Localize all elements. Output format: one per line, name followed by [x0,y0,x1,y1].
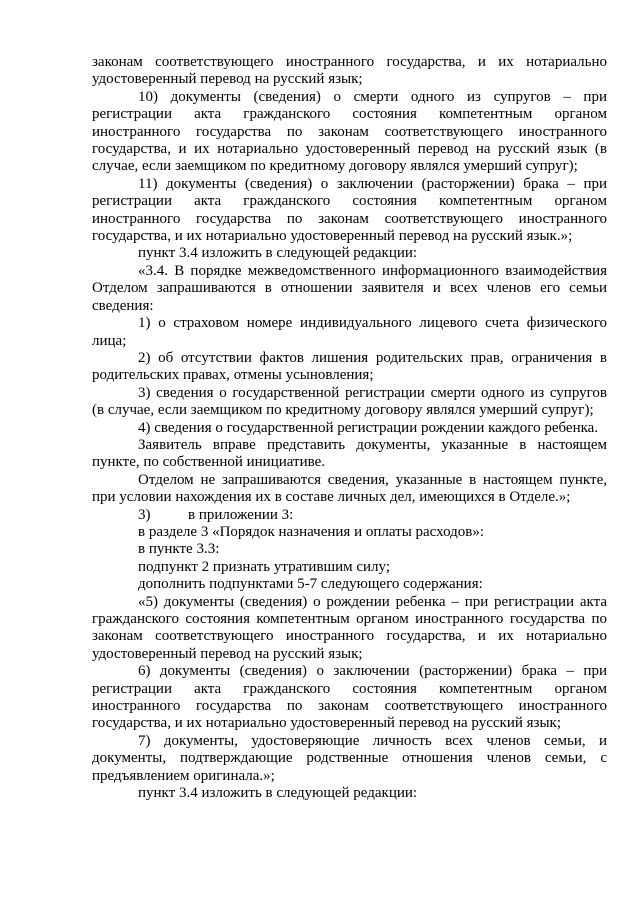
paragraph: 3) сведения о государственной регистрации смерти одного из супругов (в случае, если заемщиком по кредитному договору являлся умерший супруг); [92,384,607,419]
paragraph: дополнить подпунктами 5-7 следующего содержания: [138,576,483,593]
paragraph: законам соответствующего иностранного государства, и их нотариально удостоверенный перевод на русский язык; [92,54,607,88]
paragraph: 11) документы (сведения) о заключении (расторжении) брака – при регистрации акта гражданского состояния компетентным органом иностранного государства по законам соответствующего иностранного государства, и их нотариально удостоверенный перевод на русский язык.»; [92,175,607,245]
paragraph: «5) документы (сведения) о рождении ребенка – при регистрации акта гражданского состояния компетентным органом иностранного государства по законам соответствующего иностранного государства, и их нотариально удостоверенный перевод на русский язык; [92,593,607,662]
paragraph: 6) документы (сведения) о заключении (расторжении) брака – при регистрации акта гражданского состояния компетентным органом иностранного государства по законам соответствующего иностранного государства, и их нотариально удостоверенный перевод на русский язык; [92,663,607,732]
paragraph: 4) сведения о государственной регистрации рождении каждого ребенка. [138,419,599,436]
paragraph: 2) об отсутствии фактов лишения родительских прав, ограничения в родительских правах, отмены усыновления; [92,349,607,384]
paragraph: 1) о страховом номере индивидуального лицевого счета физического лица; [92,315,607,349]
paragraph: в пункте 3.3: [138,541,220,558]
paragraph: подпункт 2 признать утратившим силу; [138,558,390,575]
paragraph: пункт 3.4 изложить в следующей редакции: [138,785,418,802]
paragraph: пункт 3.4 изложить в следующей редакции: [138,245,418,262]
paragraph: 3) в приложении 3: [138,506,294,523]
paragraph: 7) документы, удостоверяющие личность всех членов семьи, и документы, подтверждающие родственные отношения членов семьи, с предъявлением оригинала.»; [92,732,607,784]
paragraph: Заявитель вправе представить документы, указанные в настоящем пункте, по собственной инициативе. [92,436,607,471]
document-text-block [92,54,607,802]
paragraph: 10) документы (сведения) о смерти одного из супругов – при регистрации акта гражданского состояния компетентным органом иностранного государства по законам соответствующего иностранного государства, и их нотариально удостоверенный перевод на русский язык (в случае, если заемщиком по кредитному договору являлся умерший супруг); [92,88,607,175]
paragraph: в разделе 3 «Порядок назначения и оплаты расходов»: [138,523,485,540]
paragraph: Отделом не запрашиваются сведения, указанные в настоящем пункте, при условии нахождения их в составе личных дел, имеющихся в Отделе.»; [92,471,607,506]
paragraph: «3.4. В порядке межведомственного информационного взаимодействия Отделом запрашиваются в отношении заявителя и всех членов его семьи сведения: [92,262,607,314]
